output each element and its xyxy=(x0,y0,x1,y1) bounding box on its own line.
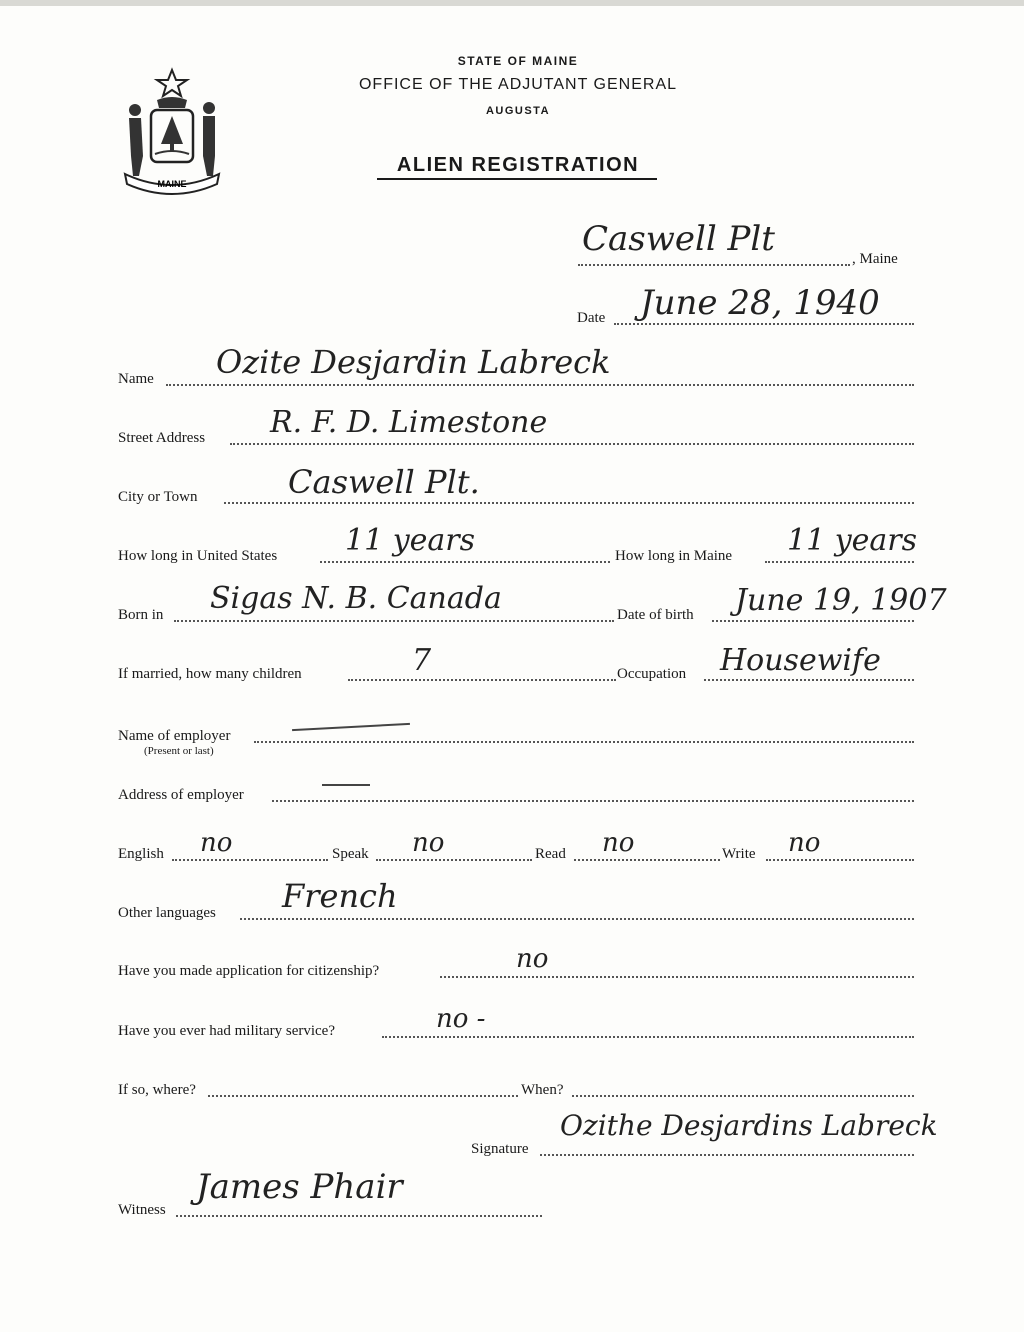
write-value: no xyxy=(788,828,821,858)
english-value: no xyxy=(200,828,233,858)
children-line xyxy=(348,679,616,681)
signature-label: Signature xyxy=(471,1141,529,1157)
place-line xyxy=(578,264,850,266)
occupation-line xyxy=(704,679,914,681)
date-of-birth-label: Date of birth xyxy=(617,607,694,623)
scan-edge xyxy=(0,0,1024,6)
read-label: Read xyxy=(535,846,566,862)
how-long-us-line xyxy=(320,561,610,563)
employer-address-dash-mark xyxy=(322,784,370,786)
employer-address-label: Address of employer xyxy=(118,787,244,803)
speak-line xyxy=(376,859,532,861)
form-title: ALIEN REGISTRATION xyxy=(396,154,640,176)
military-line xyxy=(382,1036,914,1038)
svg-text:MAINE: MAINE xyxy=(157,179,187,189)
write-line xyxy=(766,859,914,861)
how-long-maine-line xyxy=(765,561,914,563)
children-label: If married, how many children xyxy=(118,666,302,682)
street-label: Street Address xyxy=(118,430,206,446)
occupation-value: Housewife xyxy=(720,643,881,678)
date-label: Date xyxy=(577,310,606,326)
how-long-maine-label: How long in Maine xyxy=(615,548,733,564)
where-line xyxy=(208,1095,518,1097)
born-in-label: Born in xyxy=(118,607,164,623)
read-line xyxy=(574,859,720,861)
how-long-us-label: How long in United States xyxy=(118,548,278,564)
born-in-value: Sigas N. B. Canada xyxy=(210,581,502,616)
name-line xyxy=(166,384,914,386)
english-label: English xyxy=(118,846,164,862)
citizenship-value: no xyxy=(516,944,549,974)
citizenship-label: Have you made application for citizenship? xyxy=(118,963,380,979)
city-value: Caswell Plt. xyxy=(288,463,480,501)
when-label: When? xyxy=(521,1082,564,1098)
signature-line xyxy=(540,1154,914,1156)
citizenship-line xyxy=(440,976,914,978)
how-long-us-value: 11 years xyxy=(345,523,476,558)
header-city: AUGUSTA xyxy=(485,105,551,117)
other-languages-line xyxy=(240,918,914,920)
city-line xyxy=(224,502,914,504)
witness-value: James Phair xyxy=(196,1167,403,1207)
military-value: no - xyxy=(436,1004,486,1034)
other-languages-label: Other languages xyxy=(118,905,216,921)
name-label: Name xyxy=(118,371,154,387)
street-value: R. F. D. Limestone xyxy=(270,405,548,440)
city-label: City or Town xyxy=(118,489,198,505)
employer-note: (Present or last) xyxy=(144,745,214,757)
street-line xyxy=(230,443,914,445)
title-underline xyxy=(377,178,657,180)
write-label: Write xyxy=(722,846,756,862)
how-long-maine-value: 11 years xyxy=(787,523,918,558)
english-line xyxy=(172,859,328,861)
date-value: June 28, 1940 xyxy=(640,283,880,323)
where-label: If so, where? xyxy=(118,1082,196,1098)
born-in-line xyxy=(174,620,614,622)
children-value: 7 xyxy=(412,643,432,678)
maine-label: , Maine xyxy=(852,251,898,267)
date-of-birth-line xyxy=(712,620,914,622)
employer-address-line xyxy=(272,800,914,802)
speak-value: no xyxy=(412,828,445,858)
date-of-birth-value: June 19, 1907 xyxy=(735,583,947,618)
other-languages-value: French xyxy=(282,877,398,915)
witness-label: Witness xyxy=(118,1202,166,1218)
speak-label: Speak xyxy=(332,846,369,862)
date-line xyxy=(614,323,914,325)
signature-value: Ozithe Desjardins Labreck xyxy=(560,1109,938,1142)
witness-line xyxy=(176,1215,542,1217)
employer-label: Name of employer xyxy=(118,728,231,744)
employer-line xyxy=(254,741,914,743)
employer-dash-mark xyxy=(292,723,410,731)
military-label: Have you ever had military service? xyxy=(118,1023,335,1039)
name-value: Ozite Desjardin Labreck xyxy=(216,343,611,381)
header-state: STATE OF MAINE xyxy=(457,54,579,68)
occupation-label: Occupation xyxy=(617,666,687,682)
place-value: Caswell Plt xyxy=(582,219,775,259)
header-office: OFFICE OF THE ADJUTANT GENERAL xyxy=(358,76,678,93)
read-value: no xyxy=(602,828,635,858)
when-line xyxy=(572,1095,914,1097)
